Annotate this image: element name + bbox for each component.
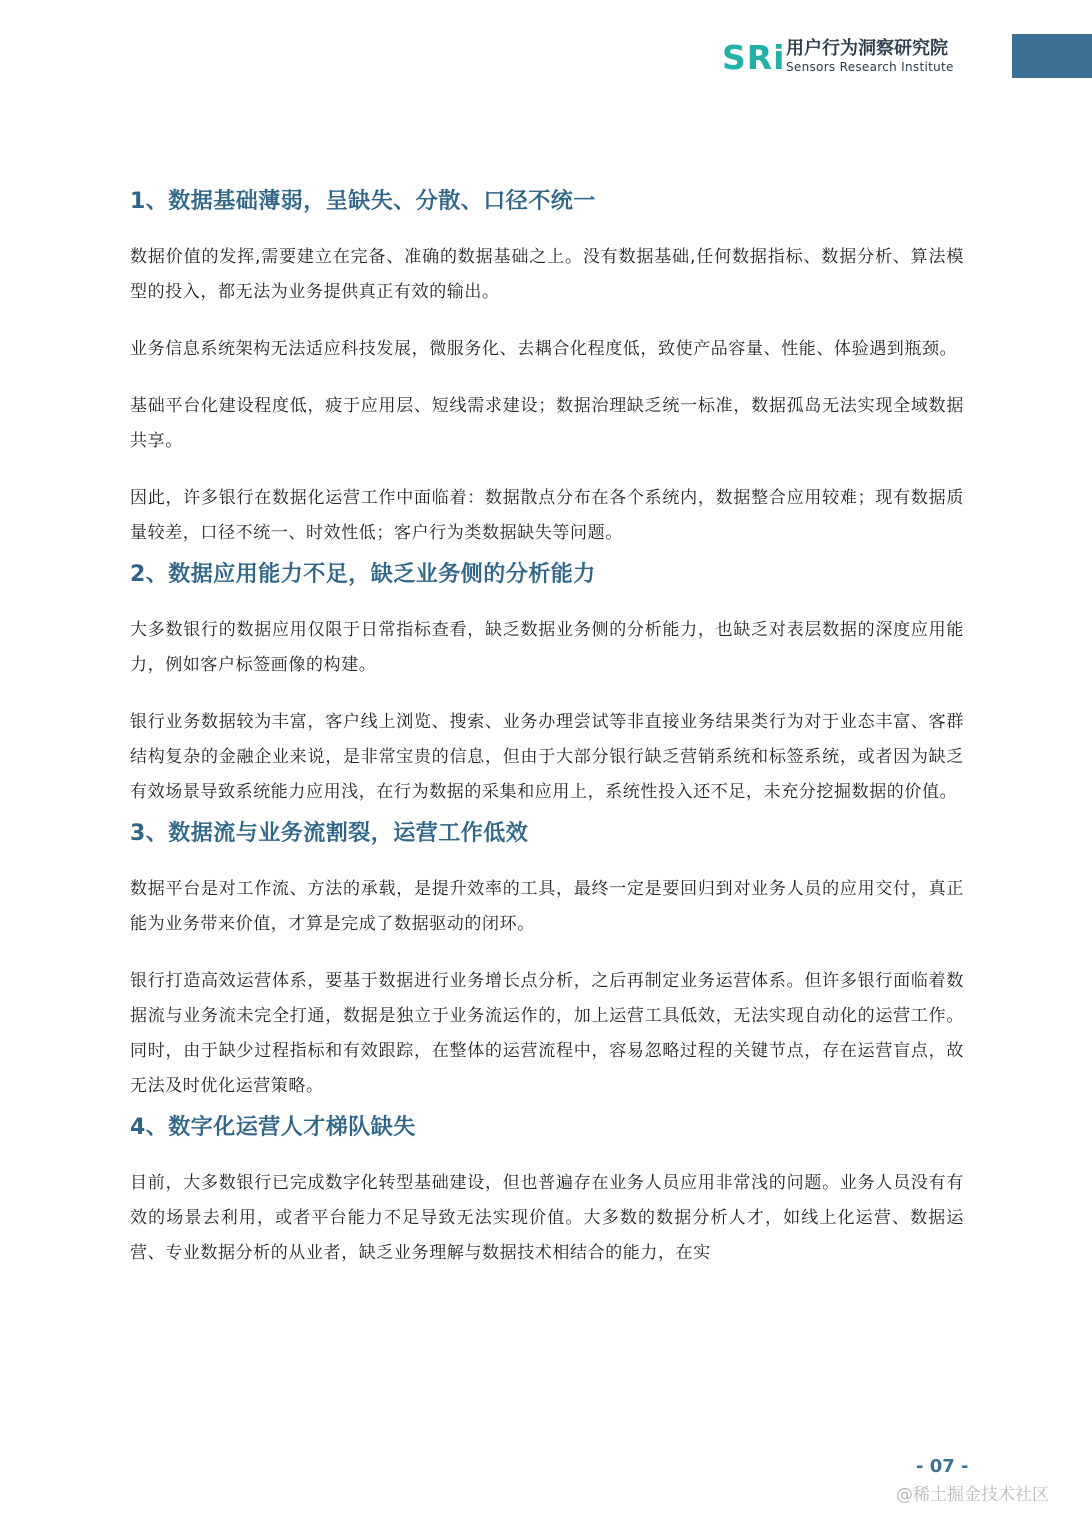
section-4 xyxy=(130,1110,964,1271)
header-color-bar xyxy=(1012,34,1092,78)
section-title: 2、数据应用能力不足，缺乏业务侧的分析能力 xyxy=(130,562,596,587)
page-content xyxy=(130,184,964,1293)
section-title: 1、数据基础薄弱，呈缺失、分散、口径不统一 xyxy=(130,189,596,214)
paragraph: 目前，大多数银行已完成数字化转型基础建设，但也普遍存在业务人员应用非常浅的问题。业务人员没有有效的场景去利用，或者平台能力不足导致无法实现价值。大多数的数据分析人才，如线上化运营、数据运营、专业数据分析的从业者，缺乏业务理解与数据技术相结合的能力，在实 xyxy=(130,1173,964,1263)
paragraph: 业务信息系统架构无法适应科技发展，微服务化、去耦合化程度低，致使产品容量、性能、体验遇到瓶颈。 xyxy=(130,339,958,359)
paragraph: 银行业务数据较为丰富，客户线上浏览、搜索、业务办理尝试等非直接业务结果类行为对于业态丰富、客群结构复杂的金融企业来说，是非常宝贵的信息，但由于大部分银行缺乏营销系统和标签系统，或者因为缺乏有效场景导致系统能力应用浅，在行为数据的采集和应用上，系统性投入还不足，未充分挖掘数据的价值。 xyxy=(130,712,964,802)
section-3 xyxy=(130,816,964,1104)
paragraph: 因此，许多银行在数据化运营工作中面临着：数据散点分布在各个系统内，数据整合应用较难；现有数据质量较差，口径不统一、时效性低；客户行为类数据缺失等问题。 xyxy=(130,488,964,543)
paragraph: 数据价值的发挥,需要建立在完备、准确的数据基础之上。没有数据基础,任何数据指标、数据分析、算法模型的投入，都无法为业务提供真正有效的输出。 xyxy=(130,247,964,302)
section-1 xyxy=(130,184,964,551)
section-title: 3、数据流与业务流割裂，运营工作低效 xyxy=(130,821,529,846)
watermark: @稀土掘金技术社区 xyxy=(896,1485,1049,1505)
paragraph: 数据平台是对工作流、方法的承载，是提升效率的工具，最终一定是要回归到对业务人员的应用交付，真正能为业务带来价值，才算是完成了数据驱动的闭环。 xyxy=(130,879,964,934)
section-title: 4、数字化运营人才梯队缺失 xyxy=(130,1115,416,1140)
org-name-cn: 用户行为洞察研究院 xyxy=(786,38,948,59)
paragraph: 大多数银行的数据应用仅限于日常指标查看，缺乏数据业务侧的分析能力，也缺乏对表层数据的深度应用能力，例如客户标签画像的构建。 xyxy=(130,620,964,675)
org-name-en: Sensors Research Institute xyxy=(786,60,954,74)
paragraph: 基础平台化建设程度低，疲于应用层、短线需求建设；数据治理缺乏统一标准，数据孤岛无法实现全域数据共享。 xyxy=(130,396,964,451)
page-number: - 07 - xyxy=(916,1456,969,1477)
paragraph: 银行打造高效运营体系，要基于数据进行业务增长点分析，之后再制定业务运营体系。但许多银行面临着数据流与业务流未完全打通，数据是独立于业务流运作的，加上运营工具低效，无法实现自动化的运营工作。同时，由于缺少过程指标和有效跟踪，在整体的运营流程中，容易忽略过程的关键节点，存在运营盲点，故无法及时优化运营策略。 xyxy=(130,971,964,1096)
sri-logo xyxy=(722,38,972,78)
logo-mark: SRi xyxy=(722,38,786,77)
section-2 xyxy=(130,557,964,810)
